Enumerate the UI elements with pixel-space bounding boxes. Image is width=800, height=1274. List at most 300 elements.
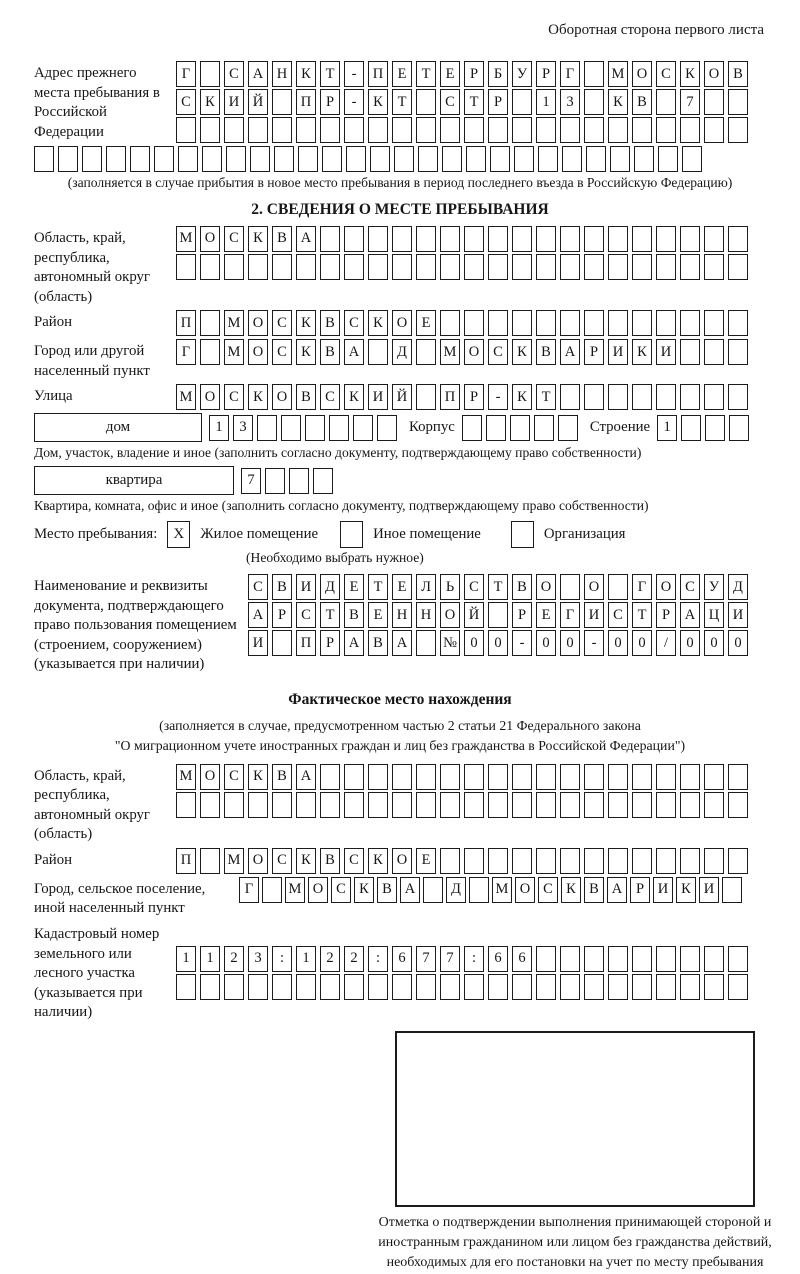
char-cell[interactable]: К xyxy=(368,89,388,115)
char-cell[interactable] xyxy=(512,254,532,280)
char-cell[interactable] xyxy=(344,792,364,818)
char-cell[interactable]: М xyxy=(492,877,512,903)
char-cell[interactable] xyxy=(610,146,630,172)
char-cell[interactable] xyxy=(176,792,196,818)
char-cell[interactable]: 1 xyxy=(209,415,229,441)
char-cell[interactable]: И xyxy=(728,602,748,628)
char-cell[interactable]: 3 xyxy=(233,415,253,441)
char-cell[interactable] xyxy=(510,415,530,441)
char-cell[interactable]: С xyxy=(331,877,351,903)
char-cell[interactable] xyxy=(728,946,748,972)
char-cell[interactable] xyxy=(469,877,489,903)
char-cell[interactable]: Р xyxy=(320,89,340,115)
char-cell[interactable] xyxy=(353,415,373,441)
char-cell[interactable]: И xyxy=(368,384,388,410)
char-cell[interactable] xyxy=(257,415,277,441)
char-cell[interactable] xyxy=(632,254,652,280)
char-cell[interactable] xyxy=(202,146,222,172)
char-cell[interactable] xyxy=(418,146,438,172)
char-cell[interactable] xyxy=(562,146,582,172)
char-cell[interactable] xyxy=(464,792,484,818)
char-cell[interactable]: К xyxy=(368,310,388,336)
char-cell[interactable] xyxy=(281,415,301,441)
char-cell[interactable] xyxy=(34,146,54,172)
char-cell[interactable]: В xyxy=(272,226,292,252)
char-cell[interactable]: М xyxy=(176,384,196,410)
char-cell[interactable]: В xyxy=(584,877,604,903)
char-cell[interactable]: А xyxy=(344,630,364,656)
char-cell[interactable]: С xyxy=(680,574,700,600)
char-cell[interactable]: П xyxy=(176,848,196,874)
char-cell[interactable] xyxy=(728,764,748,790)
char-cell[interactable] xyxy=(248,254,268,280)
char-cell[interactable] xyxy=(704,974,724,1000)
char-cell[interactable]: К xyxy=(354,877,374,903)
char-cell[interactable] xyxy=(680,339,700,365)
char-cell[interactable] xyxy=(728,310,748,336)
char-cell[interactable]: И xyxy=(699,877,719,903)
char-cell[interactable] xyxy=(538,146,558,172)
char-cell[interactable]: А xyxy=(296,764,316,790)
char-cell[interactable] xyxy=(728,792,748,818)
char-cell[interactable] xyxy=(534,415,554,441)
char-cell[interactable]: О xyxy=(308,877,328,903)
char-cell[interactable] xyxy=(656,254,676,280)
char-cell[interactable] xyxy=(296,792,316,818)
char-cell[interactable]: 7 xyxy=(241,468,261,494)
char-cell[interactable] xyxy=(560,254,580,280)
char-cell[interactable]: 7 xyxy=(680,89,700,115)
char-cell[interactable]: О xyxy=(248,339,268,365)
char-cell[interactable] xyxy=(608,574,628,600)
char-cell[interactable] xyxy=(632,848,652,874)
char-cell[interactable]: 3 xyxy=(560,89,580,115)
char-cell[interactable] xyxy=(608,254,628,280)
char-cell[interactable]: 3 xyxy=(248,946,268,972)
char-cell[interactable] xyxy=(656,226,676,252)
char-cell[interactable]: С xyxy=(440,89,460,115)
char-cell[interactable]: 0 xyxy=(704,630,724,656)
char-cell[interactable]: 0 xyxy=(464,630,484,656)
char-cell[interactable] xyxy=(392,974,412,1000)
char-cell[interactable] xyxy=(656,946,676,972)
char-cell[interactable]: 6 xyxy=(488,946,508,972)
char-cell[interactable] xyxy=(560,792,580,818)
char-cell[interactable] xyxy=(560,310,580,336)
char-cell[interactable] xyxy=(560,764,580,790)
char-cell[interactable] xyxy=(512,310,532,336)
char-cell[interactable]: Г xyxy=(176,339,196,365)
char-cell[interactable]: В xyxy=(272,764,292,790)
char-cell[interactable]: С xyxy=(224,61,244,87)
char-cell[interactable]: Н xyxy=(392,602,412,628)
char-cell[interactable] xyxy=(704,310,724,336)
char-cell[interactable]: 2 xyxy=(320,946,340,972)
char-cell[interactable] xyxy=(440,310,460,336)
char-cell[interactable]: Г xyxy=(560,61,580,87)
char-cell[interactable]: С xyxy=(488,339,508,365)
char-cell[interactable] xyxy=(320,792,340,818)
char-cell[interactable]: Й xyxy=(464,602,484,628)
char-cell[interactable] xyxy=(729,415,749,441)
char-cell[interactable]: Т xyxy=(464,89,484,115)
char-cell[interactable] xyxy=(608,384,628,410)
char-cell[interactable] xyxy=(704,764,724,790)
char-cell[interactable] xyxy=(416,630,436,656)
char-cell[interactable] xyxy=(368,792,388,818)
char-cell[interactable]: В xyxy=(320,848,340,874)
char-cell[interactable]: 2 xyxy=(344,946,364,972)
char-cell[interactable] xyxy=(728,848,748,874)
char-cell[interactable]: Г xyxy=(239,877,259,903)
char-cell[interactable]: М xyxy=(224,310,244,336)
char-cell[interactable]: К xyxy=(296,310,316,336)
char-cell[interactable] xyxy=(728,254,748,280)
char-cell[interactable] xyxy=(394,146,414,172)
char-cell[interactable]: В xyxy=(272,574,292,600)
char-cell[interactable] xyxy=(440,792,460,818)
char-cell[interactable] xyxy=(488,974,508,1000)
char-cell[interactable] xyxy=(722,877,742,903)
char-cell[interactable]: О xyxy=(440,602,460,628)
char-cell[interactable]: М xyxy=(440,339,460,365)
char-cell[interactable] xyxy=(320,226,340,252)
char-cell[interactable]: Р xyxy=(464,384,484,410)
char-cell[interactable] xyxy=(344,117,364,143)
char-cell[interactable]: Р xyxy=(512,602,532,628)
char-cell[interactable] xyxy=(632,384,652,410)
zhiloe-checkbox[interactable]: X xyxy=(167,521,190,548)
char-cell[interactable] xyxy=(320,254,340,280)
char-cell[interactable] xyxy=(680,946,700,972)
char-cell[interactable] xyxy=(416,339,436,365)
char-cell[interactable] xyxy=(272,117,292,143)
char-cell[interactable]: Н xyxy=(272,61,292,87)
char-cell[interactable]: О xyxy=(704,61,724,87)
char-cell[interactable] xyxy=(154,146,174,172)
char-cell[interactable] xyxy=(464,974,484,1000)
char-cell[interactable] xyxy=(656,792,676,818)
char-cell[interactable]: - xyxy=(512,630,532,656)
char-cell[interactable]: В xyxy=(320,310,340,336)
char-cell[interactable]: М xyxy=(608,61,628,87)
char-cell[interactable] xyxy=(58,146,78,172)
char-cell[interactable]: К xyxy=(248,226,268,252)
char-cell[interactable]: М xyxy=(285,877,305,903)
char-cell[interactable] xyxy=(536,254,556,280)
char-cell[interactable] xyxy=(464,226,484,252)
char-cell[interactable]: 7 xyxy=(416,946,436,972)
char-cell[interactable]: Т xyxy=(320,61,340,87)
char-cell[interactable] xyxy=(464,764,484,790)
char-cell[interactable] xyxy=(248,792,268,818)
char-cell[interactable]: С xyxy=(224,384,244,410)
char-cell[interactable]: 1 xyxy=(536,89,556,115)
char-cell[interactable]: П xyxy=(440,384,460,410)
char-cell[interactable] xyxy=(704,848,724,874)
char-cell[interactable] xyxy=(464,848,484,874)
char-cell[interactable] xyxy=(224,117,244,143)
char-cell[interactable] xyxy=(728,974,748,1000)
char-cell[interactable] xyxy=(536,946,556,972)
char-cell[interactable] xyxy=(632,117,652,143)
char-cell[interactable] xyxy=(705,415,725,441)
char-cell[interactable] xyxy=(488,764,508,790)
char-cell[interactable] xyxy=(250,146,270,172)
char-cell[interactable] xyxy=(462,415,482,441)
char-cell[interactable]: К xyxy=(368,848,388,874)
char-cell[interactable]: В xyxy=(512,574,532,600)
char-cell[interactable] xyxy=(298,146,318,172)
char-cell[interactable] xyxy=(344,974,364,1000)
char-cell[interactable] xyxy=(656,384,676,410)
char-cell[interactable] xyxy=(416,792,436,818)
char-cell[interactable]: К xyxy=(296,339,316,365)
char-cell[interactable] xyxy=(289,468,309,494)
char-cell[interactable]: Н xyxy=(416,602,436,628)
char-cell[interactable] xyxy=(632,310,652,336)
char-cell[interactable]: С xyxy=(224,226,244,252)
char-cell[interactable] xyxy=(681,415,701,441)
char-cell[interactable] xyxy=(272,792,292,818)
char-cell[interactable]: О xyxy=(248,310,268,336)
char-cell[interactable] xyxy=(466,146,486,172)
char-cell[interactable] xyxy=(632,974,652,1000)
char-cell[interactable]: Е xyxy=(392,574,412,600)
char-cell[interactable]: П xyxy=(296,630,316,656)
char-cell[interactable] xyxy=(608,226,628,252)
char-cell[interactable] xyxy=(704,384,724,410)
char-cell[interactable] xyxy=(416,117,436,143)
char-cell[interactable] xyxy=(514,146,534,172)
char-cell[interactable]: Б xyxy=(488,61,508,87)
char-cell[interactable] xyxy=(416,226,436,252)
char-cell[interactable] xyxy=(313,468,333,494)
char-cell[interactable] xyxy=(634,146,654,172)
char-cell[interactable] xyxy=(584,848,604,874)
char-cell[interactable]: Р xyxy=(630,877,650,903)
char-cell[interactable]: Д xyxy=(446,877,466,903)
char-cell[interactable] xyxy=(322,146,342,172)
char-cell[interactable] xyxy=(608,764,628,790)
char-cell[interactable] xyxy=(560,574,580,600)
char-cell[interactable] xyxy=(584,254,604,280)
char-cell[interactable]: С xyxy=(272,339,292,365)
char-cell[interactable] xyxy=(440,764,460,790)
char-cell[interactable] xyxy=(704,89,724,115)
char-cell[interactable]: В xyxy=(728,61,748,87)
char-cell[interactable] xyxy=(512,764,532,790)
char-cell[interactable]: С xyxy=(296,602,316,628)
char-cell[interactable] xyxy=(608,848,628,874)
char-cell[interactable] xyxy=(608,310,628,336)
char-cell[interactable] xyxy=(320,764,340,790)
char-cell[interactable]: Т xyxy=(488,574,508,600)
char-cell[interactable] xyxy=(344,764,364,790)
char-cell[interactable]: Й xyxy=(248,89,268,115)
char-cell[interactable] xyxy=(586,146,606,172)
char-cell[interactable]: Р xyxy=(656,602,676,628)
char-cell[interactable] xyxy=(584,974,604,1000)
char-cell[interactable]: С xyxy=(176,89,196,115)
char-cell[interactable] xyxy=(704,254,724,280)
char-cell[interactable]: 6 xyxy=(392,946,412,972)
char-cell[interactable]: К xyxy=(608,89,628,115)
char-cell[interactable]: И xyxy=(224,89,244,115)
char-cell[interactable] xyxy=(392,764,412,790)
char-cell[interactable] xyxy=(656,117,676,143)
char-cell[interactable] xyxy=(680,310,700,336)
char-cell[interactable]: С xyxy=(538,877,558,903)
char-cell[interactable] xyxy=(329,415,349,441)
inoe-checkbox[interactable] xyxy=(340,521,363,548)
char-cell[interactable]: 1 xyxy=(296,946,316,972)
char-cell[interactable] xyxy=(512,974,532,1000)
char-cell[interactable] xyxy=(200,254,220,280)
char-cell[interactable]: К xyxy=(632,339,652,365)
char-cell[interactable] xyxy=(200,848,220,874)
char-cell[interactable] xyxy=(536,226,556,252)
char-cell[interactable]: С xyxy=(272,310,292,336)
char-cell[interactable] xyxy=(728,384,748,410)
char-cell[interactable]: И xyxy=(653,877,673,903)
char-cell[interactable]: Т xyxy=(368,574,388,600)
char-cell[interactable]: И xyxy=(248,630,268,656)
char-cell[interactable] xyxy=(632,764,652,790)
char-cell[interactable]: Р xyxy=(488,89,508,115)
char-cell[interactable] xyxy=(656,764,676,790)
char-cell[interactable]: В xyxy=(632,89,652,115)
char-cell[interactable] xyxy=(490,146,510,172)
char-cell[interactable] xyxy=(370,146,390,172)
char-cell[interactable] xyxy=(272,254,292,280)
char-cell[interactable]: 0 xyxy=(728,630,748,656)
char-cell[interactable]: К xyxy=(680,61,700,87)
char-cell[interactable]: О xyxy=(248,848,268,874)
char-cell[interactable]: Л xyxy=(416,574,436,600)
char-cell[interactable] xyxy=(680,117,700,143)
char-cell[interactable]: С xyxy=(320,384,340,410)
char-cell[interactable]: К xyxy=(296,848,316,874)
char-cell[interactable]: М xyxy=(176,226,196,252)
char-cell[interactable]: 0 xyxy=(680,630,700,656)
char-cell[interactable] xyxy=(728,117,748,143)
char-cell[interactable]: 0 xyxy=(632,630,652,656)
char-cell[interactable] xyxy=(560,226,580,252)
char-cell[interactable] xyxy=(392,226,412,252)
char-cell[interactable]: 2 xyxy=(224,946,244,972)
char-cell[interactable]: Т xyxy=(392,89,412,115)
char-cell[interactable] xyxy=(558,415,578,441)
char-cell[interactable] xyxy=(416,764,436,790)
char-cell[interactable]: О xyxy=(272,384,292,410)
char-cell[interactable]: К xyxy=(512,339,532,365)
char-cell[interactable]: Р xyxy=(584,339,604,365)
char-cell[interactable]: К xyxy=(248,384,268,410)
char-cell[interactable]: В xyxy=(320,339,340,365)
confirmation-stamp-box[interactable] xyxy=(395,1031,755,1207)
char-cell[interactable] xyxy=(344,254,364,280)
char-cell[interactable] xyxy=(512,117,532,143)
char-cell[interactable] xyxy=(488,310,508,336)
char-cell[interactable]: Е xyxy=(440,61,460,87)
char-cell[interactable]: Р xyxy=(536,61,556,87)
char-cell[interactable]: И xyxy=(656,339,676,365)
char-cell[interactable] xyxy=(423,877,443,903)
char-cell[interactable]: О xyxy=(464,339,484,365)
char-cell[interactable] xyxy=(488,792,508,818)
char-cell[interactable] xyxy=(377,415,397,441)
char-cell[interactable] xyxy=(272,974,292,1000)
char-cell[interactable] xyxy=(560,848,580,874)
char-cell[interactable] xyxy=(296,254,316,280)
char-cell[interactable]: А xyxy=(248,61,268,87)
char-cell[interactable]: Д xyxy=(392,339,412,365)
char-cell[interactable] xyxy=(416,89,436,115)
char-cell[interactable] xyxy=(416,254,436,280)
char-cell[interactable] xyxy=(320,974,340,1000)
char-cell[interactable]: 0 xyxy=(488,630,508,656)
char-cell[interactable] xyxy=(176,254,196,280)
char-cell[interactable]: М xyxy=(224,339,244,365)
char-cell[interactable]: С xyxy=(344,310,364,336)
char-cell[interactable]: Е xyxy=(536,602,556,628)
char-cell[interactable]: 0 xyxy=(608,630,628,656)
char-cell[interactable]: О xyxy=(515,877,535,903)
char-cell[interactable]: О xyxy=(200,764,220,790)
char-cell[interactable] xyxy=(392,117,412,143)
char-cell[interactable] xyxy=(488,848,508,874)
char-cell[interactable] xyxy=(368,117,388,143)
char-cell[interactable]: № xyxy=(440,630,460,656)
char-cell[interactable] xyxy=(680,384,700,410)
char-cell[interactable] xyxy=(584,764,604,790)
char-cell[interactable]: О xyxy=(200,384,220,410)
char-cell[interactable]: - xyxy=(344,89,364,115)
char-cell[interactable]: П xyxy=(296,89,316,115)
char-cell[interactable]: К xyxy=(248,764,268,790)
char-cell[interactable] xyxy=(632,226,652,252)
char-cell[interactable] xyxy=(656,89,676,115)
char-cell[interactable] xyxy=(656,848,676,874)
char-cell[interactable]: 7 xyxy=(440,946,460,972)
char-cell[interactable] xyxy=(728,226,748,252)
char-cell[interactable]: Е xyxy=(416,848,436,874)
char-cell[interactable]: С xyxy=(272,848,292,874)
char-cell[interactable]: О xyxy=(200,226,220,252)
char-cell[interactable] xyxy=(248,117,268,143)
char-cell[interactable] xyxy=(262,877,282,903)
char-cell[interactable]: 0 xyxy=(536,630,556,656)
char-cell[interactable]: А xyxy=(400,877,420,903)
char-cell[interactable]: Т xyxy=(536,384,556,410)
char-cell[interactable] xyxy=(536,117,556,143)
char-cell[interactable] xyxy=(272,630,292,656)
char-cell[interactable] xyxy=(704,226,724,252)
char-cell[interactable] xyxy=(440,226,460,252)
char-cell[interactable] xyxy=(680,848,700,874)
char-cell[interactable]: О xyxy=(656,574,676,600)
char-cell[interactable] xyxy=(536,764,556,790)
char-cell[interactable]: О xyxy=(536,574,556,600)
char-cell[interactable]: О xyxy=(392,848,412,874)
char-cell[interactable] xyxy=(584,89,604,115)
char-cell[interactable]: Г xyxy=(176,61,196,87)
organizatsiya-checkbox[interactable] xyxy=(511,521,534,548)
char-cell[interactable] xyxy=(130,146,150,172)
char-cell[interactable] xyxy=(680,792,700,818)
char-cell[interactable] xyxy=(464,310,484,336)
